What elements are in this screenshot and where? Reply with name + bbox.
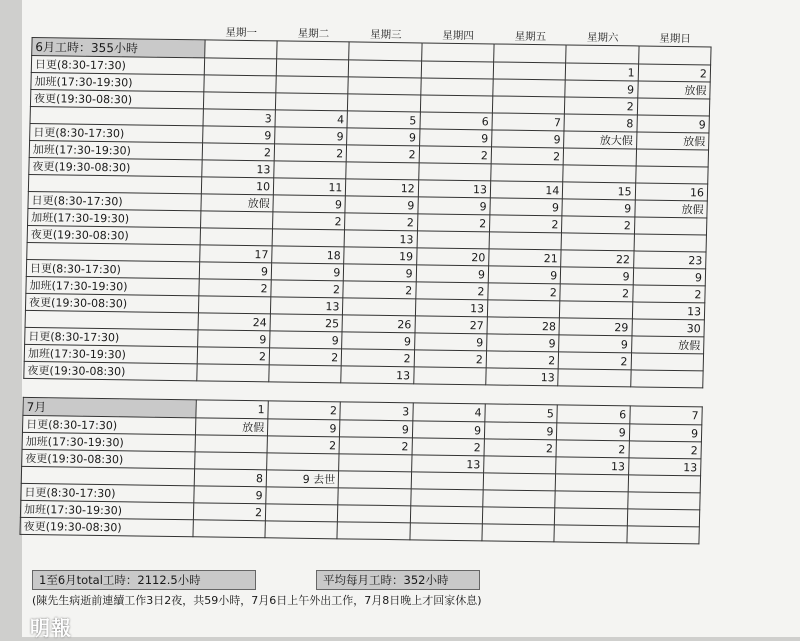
shift-label: 夜更(19:30-08:30) (30, 89, 203, 108)
date-cell: 5 (485, 404, 558, 423)
hours-cell: 9 (270, 331, 343, 349)
hours-cell: 9 (490, 198, 563, 216)
hours-cell: 2 (565, 97, 638, 115)
hours-cell (204, 58, 277, 76)
hours-cell: 9 (561, 267, 634, 285)
hours-cell (349, 60, 422, 78)
hours-cell: 13 (628, 458, 701, 476)
hours-cell: 2 (562, 216, 635, 234)
hours-cell: 2 (269, 348, 342, 366)
hours-cell: 放假 (195, 418, 268, 436)
average-hours-label: 平均每月工時：352小時 (316, 570, 480, 590)
hours-cell (634, 234, 707, 252)
date-cell: 4 (413, 403, 486, 422)
date-cell: 5 (347, 111, 420, 129)
hours-cell: 2 (342, 349, 415, 367)
shift-label: 日更(8:30-17:30) (28, 191, 201, 210)
date-cell: 6 (557, 405, 630, 424)
hours-cell (421, 61, 494, 79)
hours-cell (635, 166, 708, 184)
hours-cell (489, 232, 562, 250)
hours-cell (265, 504, 338, 522)
hours-cell (410, 489, 483, 507)
hours-cell (193, 520, 266, 538)
hours-cell: 2 (560, 284, 633, 302)
date-cell: 26 (342, 315, 415, 333)
hours-cell (410, 523, 483, 541)
hours-cell: 2 (347, 145, 420, 163)
hours-cell (265, 521, 338, 539)
weekday-header: 星期二 (297, 27, 330, 41)
shift-label: 夜更(19:30-08:30) (27, 225, 200, 244)
hours-cell: 2 (556, 440, 629, 458)
hours-cell (417, 231, 490, 249)
hours-cell (194, 452, 267, 470)
shift-label: 夜更(19:30-08:30) (24, 361, 197, 380)
weekday-header: 星期六 (586, 31, 619, 45)
date-cell (204, 40, 277, 59)
hours-cell (491, 164, 564, 182)
shift-label: 日更(8:30-17:30) (25, 327, 198, 346)
hours-cell (418, 163, 491, 181)
date-cell: 18 (272, 246, 345, 264)
hours-cell: 9 (194, 486, 267, 504)
hours-cell: 2 (193, 503, 266, 521)
hours-cell: 2 (419, 146, 492, 164)
hours-cell (276, 59, 349, 77)
date-cell: 14 (490, 181, 563, 199)
shift-label: 夜更(19:30-08:30) (22, 449, 195, 468)
shift-label: 日更(8:30-17:30) (30, 123, 203, 142)
footnote: (陳先生病逝前連續工作3日2夜，共59小時，7月6日上午外出工作，7月8日晚上才回家休息) (32, 594, 482, 607)
june-schedule-table (23, 22, 712, 388)
hours-cell (561, 233, 634, 251)
date-cell: 8 (194, 469, 267, 487)
hours-cell: 2 (417, 214, 490, 232)
hours-cell: 9 (557, 423, 630, 441)
newspaper-watermark: 明報 (30, 616, 72, 640)
date-cell (277, 41, 350, 60)
date-cell: 3 (203, 109, 276, 127)
weekday-header: 星期日 (659, 32, 691, 46)
shift-label: 加班(17:30-19:30) (31, 72, 204, 91)
shift-label: 加班(17:30-19:30) (26, 276, 199, 295)
hours-cell (630, 370, 703, 388)
hours-cell: 13 (486, 368, 559, 386)
hours-cell: 9 (559, 335, 632, 353)
hours-cell: 2 (273, 212, 346, 230)
date-cell: 28 (487, 317, 560, 335)
hours-cell: 2 (345, 213, 418, 231)
hours-cell: 9 (345, 196, 418, 214)
hours-cell: 9 (347, 128, 420, 146)
hours-cell (631, 353, 704, 371)
date-cell: 7 (629, 406, 702, 425)
hours-cell (204, 75, 277, 93)
hours-cell: 2 (488, 283, 561, 301)
hours-cell: 放假 (201, 194, 274, 212)
date-cell (628, 475, 701, 493)
hours-cell (203, 92, 276, 110)
hours-cell: 13 (341, 366, 414, 384)
hours-cell (420, 95, 493, 113)
hours-cell: 9 (342, 332, 415, 350)
shift-label: 夜更(19:30-08:30) (20, 517, 193, 536)
total-hours-label: 1至6月total工時：2112.5小時 (32, 570, 256, 590)
hours-cell (627, 526, 700, 544)
date-cell: 9 (637, 115, 710, 133)
hours-cell: 13 (556, 457, 629, 475)
hours-cell: 2 (638, 64, 711, 82)
hours-cell (421, 78, 494, 96)
date-cell: 11 (273, 178, 346, 196)
hours-cell (195, 435, 268, 453)
shift-label: 加班(17:30-19:30) (22, 432, 195, 451)
weekday-header: 星期五 (514, 30, 547, 44)
hours-cell: 9 (488, 266, 561, 284)
hours-cell: 2 (339, 437, 412, 455)
hours-cell (348, 94, 421, 112)
hours-cell (269, 365, 342, 383)
date-cell: 8 (564, 114, 637, 132)
date-cell: 1 (196, 400, 269, 419)
hours-cell: 9 (414, 333, 487, 351)
hours-cell: 2 (632, 285, 705, 303)
hours-cell (560, 301, 633, 319)
date-cell: 2 (268, 401, 341, 420)
date-cell: 25 (270, 314, 343, 332)
hours-cell (267, 453, 340, 471)
date-cell: 3 (340, 402, 413, 421)
hours-cell (555, 508, 628, 526)
date-cell: 12 (346, 179, 419, 197)
hours-cell: 9 (199, 262, 272, 280)
hours-cell: 2 (629, 441, 702, 459)
hours-cell: 9 (344, 264, 417, 282)
shift-label: 夜更(19:30-08:30) (25, 293, 198, 312)
date-cell (349, 42, 422, 61)
date-cell: 15 (563, 182, 636, 200)
hours-cell: 2 (489, 215, 562, 233)
date-cell: 17 (199, 245, 272, 263)
hours-cell: 9 (562, 199, 635, 217)
shift-label: 日更(8:30-17:30) (22, 415, 195, 434)
hours-cell (482, 524, 555, 542)
hours-cell: 1 (566, 63, 639, 81)
hours-cell (634, 217, 707, 235)
date-cell: 13 (418, 180, 491, 198)
hours-cell (200, 228, 273, 246)
hours-cell: 9 (633, 268, 706, 286)
hours-cell: 13 (411, 455, 484, 473)
date-cell: 21 (489, 249, 562, 267)
date-cell: 10 (201, 177, 274, 195)
hours-cell (346, 162, 419, 180)
date-cell (421, 43, 494, 62)
date-cell (339, 471, 412, 489)
hours-cell: 9 (340, 420, 413, 438)
date-cell: 22 (561, 250, 634, 268)
shift-label: 加班(17:30-19:30) (29, 140, 202, 159)
date-cell (566, 45, 639, 64)
hours-cell: 2 (274, 144, 347, 162)
hours-cell: 2 (267, 436, 340, 454)
shift-label: 日更(8:30-17:30) (21, 483, 194, 502)
hours-cell: 9 (202, 126, 275, 144)
shift-label: 日更(8:30-17:30) (31, 55, 204, 74)
date-cell: 23 (633, 251, 706, 269)
weekday-header: 星期四 (442, 29, 475, 43)
hours-cell: 9 (565, 80, 638, 98)
hours-cell (266, 487, 339, 505)
hours-cell (487, 300, 560, 318)
hours-cell (627, 492, 700, 510)
hours-cell (636, 149, 709, 167)
hours-cell: 13 (415, 299, 488, 317)
hours-cell: 放假 (635, 200, 708, 218)
hours-cell (338, 505, 411, 523)
hours-cell: 9 (197, 330, 270, 348)
hours-cell (555, 491, 628, 509)
date-cell: 6 (420, 112, 493, 130)
hours-cell (563, 165, 636, 183)
hours-cell: 2 (414, 350, 487, 368)
hours-cell: 9 (418, 197, 491, 215)
hours-cell: 2 (416, 282, 489, 300)
shift-label: 夜更(19:30-08:30) (29, 157, 202, 176)
hours-cell: 2 (343, 281, 416, 299)
hours-cell (482, 507, 555, 525)
hours-cell (200, 211, 273, 229)
hours-cell: 13 (344, 230, 417, 248)
hours-cell (410, 506, 483, 524)
date-cell: 29 (559, 318, 632, 336)
date-cell: 9 去世 (266, 470, 339, 488)
hours-cell: 2 (197, 347, 270, 365)
hours-cell: 9 (416, 265, 489, 283)
hours-cell (413, 367, 486, 385)
hours-cell: 9 (273, 195, 346, 213)
hours-cell: 2 (412, 438, 485, 456)
date-cell: 4 (275, 110, 348, 128)
hours-cell: 2 (484, 439, 557, 457)
hours-cell: 9 (629, 424, 702, 442)
hours-cell (554, 525, 627, 543)
hours-cell (493, 62, 566, 80)
date-cell: 20 (416, 248, 489, 266)
hours-cell (558, 369, 631, 387)
hours-cell (337, 522, 410, 540)
date-cell: 7 (492, 113, 565, 131)
july-schedule-table (19, 397, 702, 544)
hours-cell (274, 161, 347, 179)
hours-cell (198, 296, 271, 314)
date-cell (411, 472, 484, 490)
date-cell (483, 473, 556, 491)
spreadsheet-printout (22, 0, 800, 640)
hours-cell: 放假 (631, 336, 704, 354)
hours-cell (276, 76, 349, 94)
date-cell (494, 44, 567, 63)
hours-cell: 9 (484, 422, 557, 440)
hours-cell: 2 (491, 147, 564, 165)
hours-cell (272, 229, 345, 247)
month-title: 6月工時：355小時 (32, 38, 205, 58)
date-cell: 24 (198, 313, 271, 331)
hours-cell: 2 (199, 279, 272, 297)
hours-cell (483, 490, 556, 508)
hours-cell (492, 96, 565, 114)
date-cell: 19 (344, 247, 417, 265)
hours-cell: 2 (558, 352, 631, 370)
date-cell (638, 46, 711, 65)
hours-cell (275, 93, 348, 111)
hours-cell: 9 (419, 129, 492, 147)
date-cell: 27 (415, 316, 488, 334)
weekday-header: 星期三 (369, 28, 402, 42)
hours-cell: 放大假 (564, 131, 637, 149)
hours-cell: 放假 (636, 132, 709, 150)
date-cell (555, 474, 628, 492)
hours-cell: 9 (275, 127, 348, 145)
month-title: 7月 (23, 397, 196, 417)
hours-cell (484, 456, 557, 474)
shift-label: 日更(8:30-17:30) (26, 259, 199, 278)
hours-cell (563, 148, 636, 166)
hours-cell (339, 454, 412, 472)
hours-cell: 2 (202, 143, 275, 161)
hours-cell: 放假 (637, 81, 710, 99)
hours-cell (338, 488, 411, 506)
hours-cell (348, 77, 421, 95)
hours-cell (627, 509, 700, 527)
hours-cell: 13 (270, 297, 343, 315)
schedule-area (19, 22, 751, 545)
hours-cell (343, 298, 416, 316)
hours-cell: 2 (271, 280, 344, 298)
hours-cell: 9 (412, 421, 485, 439)
summary-section (32, 570, 732, 608)
hours-cell: 13 (632, 302, 705, 320)
hours-cell: 9 (492, 130, 565, 148)
hours-cell: 13 (202, 160, 275, 178)
weekday-header: 星期一 (225, 26, 258, 40)
shift-label: 加班(17:30-19:30) (24, 344, 197, 363)
hours-cell (197, 364, 270, 382)
hours-cell (637, 98, 710, 116)
hours-cell: 9 (487, 334, 560, 352)
hours-cell: 9 (268, 419, 341, 437)
shift-label: 加班(17:30-19:30) (20, 500, 193, 519)
date-cell: 30 (632, 319, 705, 337)
hours-cell: 9 (271, 263, 344, 281)
hours-cell (493, 79, 566, 97)
date-cell: 16 (635, 183, 708, 201)
shift-label: 加班(17:30-19:30) (28, 208, 201, 227)
hours-cell: 2 (486, 351, 559, 369)
